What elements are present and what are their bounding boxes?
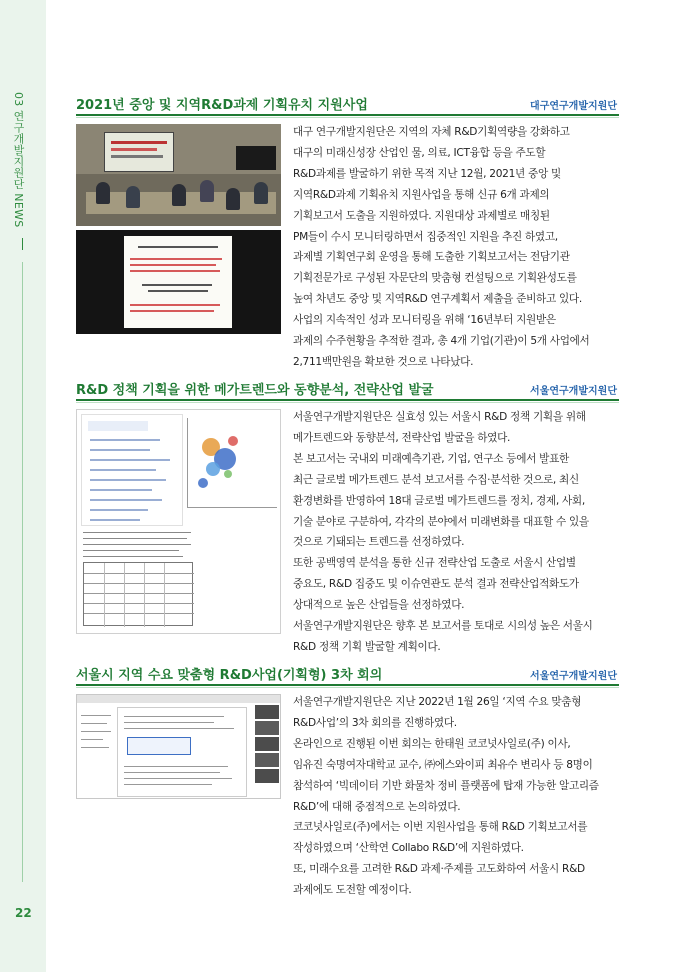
section-department: 대구연구개발지원단: [530, 101, 617, 112]
section-header: [76, 664, 619, 686]
paragraph-line: R&D 정책 기획 발굴할 계획이다.: [293, 640, 441, 653]
article-daegu-rnd: [76, 94, 619, 368]
section-body: [293, 692, 619, 901]
section-rule-thin: [76, 117, 619, 118]
online-meeting-screenshot: [76, 694, 281, 799]
paragraph-line: 본 보고서는 국내외 미래예측기관, 기업, 연구소 등에서 발표한: [293, 452, 569, 465]
analysis-table-thumbnail: [83, 562, 193, 626]
paragraph-line: 최근 글로벌 메가트렌드 분석 보고서를 수집·분석한 것으로, 최신: [293, 473, 579, 486]
paragraph-line: 대구의 미래신성장 산업인 물, 의료, ICT융합 등을 주도할: [293, 146, 546, 159]
paragraph-line: 상대적으로 높은 산업들을 선정하였다.: [293, 599, 465, 612]
paragraph-line: 환경변화를 반영하여 18대 글로벌 메가트렌드를 정치, 경제, 사회,: [293, 494, 585, 507]
section-title: 서울시 지역 수요 맞춤형 R&D사업(기획형) 3차 회의: [76, 668, 383, 683]
section-body: [293, 407, 619, 658]
report-contents-page: [81, 414, 183, 526]
paragraph-line: R&D’에 대해 중점적으로 논의하였다.: [293, 800, 461, 813]
paragraph-line: 작성하였으며 ‘산학연 Collabo R&D’에 지원하였다.: [293, 842, 524, 855]
sidebar-divider: [22, 262, 23, 882]
paragraph-line: 서울연구개발지원단은 향후 본 보고서를 토대로 시의성 높은 서울시: [293, 620, 593, 633]
section-rule: [76, 114, 619, 116]
paragraph-line: 메가트렌드와 동향분석, 전략산업 발굴을 하였다.: [293, 431, 511, 444]
section-body: [293, 122, 619, 373]
paragraph-line: 또한 공백영역 분석을 통한 신규 전략산업 도출로 서울시 산업별: [293, 557, 576, 570]
section-title: R&D 정책 기획을 위한 메가트렌드와 동향분석, 전략산업 발굴: [76, 383, 434, 398]
paragraph-line: 과제별 기획연구회 운영을 통해 도출한 기획보고서는 전담기관: [293, 251, 570, 264]
section-department: 서울연구개발지원단: [530, 671, 617, 682]
paragraph-line: 2,711백만원을 확보한 것으로 나타났다.: [293, 355, 474, 368]
paragraph-line: 임유진 숙명여자대학교 교수, ㈜에스와이피 최유수 변리사 등 8명이: [293, 758, 593, 771]
paragraph-line: 온라인으로 진행된 이번 회의는 한태원 코코넛사일로(주) 이사,: [293, 737, 571, 750]
section-header: [76, 94, 619, 116]
paragraph-line: 것으로 기돼되는 트렌드를 선정하였다.: [293, 536, 465, 549]
participant-tiles: [255, 705, 279, 797]
report-pages-image: [76, 409, 281, 634]
paragraph-line: 서울연구개발지원단은 실효성 있는 서울시 R&D 정책 기획을 위해: [293, 411, 586, 423]
highlighted-table: [127, 737, 191, 755]
article-seoul-megatrend: [76, 379, 619, 653]
section-title: 2021년 중앙 및 지역R&D과제 기획유치 지원사업: [76, 98, 368, 113]
section-rule-thin: [76, 402, 619, 403]
article-seoul-meeting: [76, 664, 619, 897]
paragraph-line: R&D사업’의 3차 회의를 진행하였다.: [293, 716, 457, 729]
paragraph-line: 과제의 수주현황을 추적한 결과, 총 4개 기업(기관)이 5개 사업에서: [293, 335, 590, 348]
projection-screen: [104, 132, 174, 172]
paragraph-line: 기술 분야로 구분하여, 각각의 분야에서 미래변화를 대표할 수 있을: [293, 515, 589, 528]
paragraph-line: 중요도, R&D 집중도 및 이슈연관도 분석 결과 전략산업적화도가: [293, 578, 579, 591]
section-header: [76, 379, 619, 401]
sidebar-section-label: 03 연구개발지원단 NEWS: [12, 92, 25, 228]
bubble-chart-thumbnail: [187, 418, 277, 508]
meeting-photo: [76, 124, 281, 226]
paragraph-line: 서울연구개발지원단은 지난 2022년 1월 26일 ‘지역 수요 맞춤형: [293, 696, 582, 708]
paragraph-line: PM들이 수시 모니터링하면서 집중적인 지원을 추진 하였고,: [293, 230, 558, 243]
page-number: 22: [15, 906, 32, 920]
paragraph-line: 코코넛사일로(주)에서는 이번 지원사업을 통해 R&D 기획보고서를: [293, 821, 588, 834]
paragraph-line: 기획보고서 도출을 지원하였다. 지원대상 과제별로 매칭된: [293, 209, 550, 222]
paragraph-line: R&D과제를 발굴하기 위한 목적 지난 12월, 2021년 중앙 및: [293, 167, 561, 180]
section-rule: [76, 684, 619, 686]
wall-monitor: [236, 146, 276, 170]
section-department: 서울연구개발지원단: [530, 386, 617, 397]
paragraph-line: 과제에도 도전할 예정이다.: [293, 884, 412, 897]
paragraph-line: 참석하여 ‘빅데이터 기반 화물차 정비 플랫폼에 탑재 가능한 알고리즘: [293, 779, 599, 792]
paragraph-line: 사업의 지속적인 성과 모니터링을 위해 ‘16년부터 지원받은: [293, 314, 556, 327]
paragraph-line: 지역R&D과제 기획유치 지원사업을 통해 신규 6개 과제의: [293, 188, 550, 201]
paragraph-line: 높여 차년도 중앙 및 지역R&D 연구계획서 제출을 준비하고 있다.: [293, 293, 582, 306]
sidebar-divider-top: [22, 238, 23, 250]
section-rule-thin: [76, 687, 619, 688]
sidebar-strip: [0, 0, 46, 972]
section-rule: [76, 399, 619, 401]
presentation-slide-photo: [76, 230, 281, 334]
paragraph-line: 대구 연구개발지원단은 지역의 자체 R&D기획역량을 강화하고: [293, 126, 570, 138]
paragraph-line: 또, 미래수요를 고려한 R&D 과제·주제를 고도화하여 서울시 R&D: [293, 863, 585, 876]
paragraph-line: 기획전문가로 구성된 자문단의 맞춤형 컨설팅으로 기획완성도를: [293, 272, 577, 285]
